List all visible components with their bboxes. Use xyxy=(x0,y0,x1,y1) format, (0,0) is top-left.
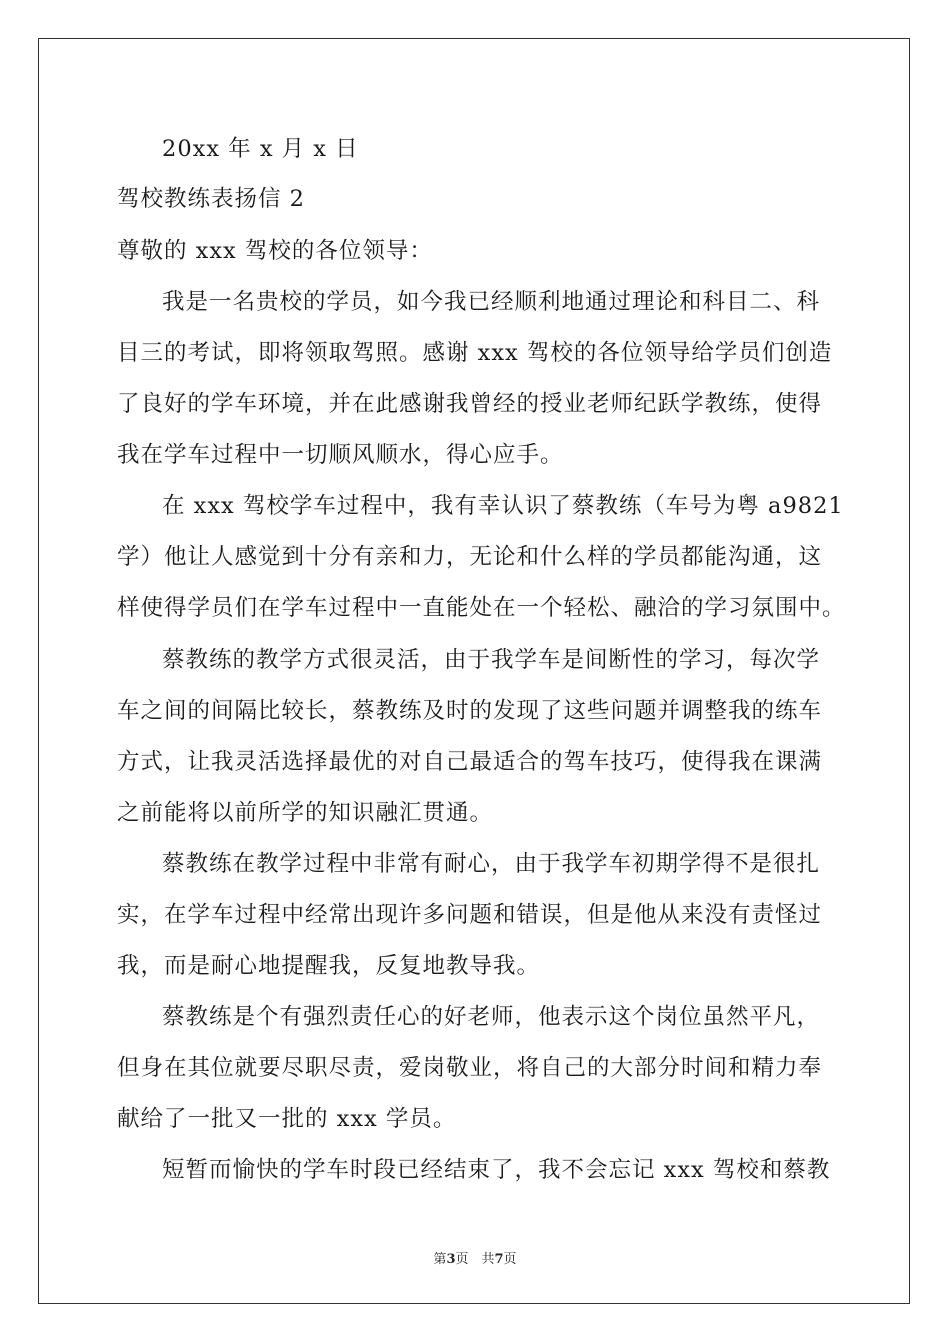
paragraph-line: 我是一名贵校的学员，如今我已经顺利地通过理论和科目二、科 xyxy=(162,289,821,315)
salutation: 尊敬的 xxx 驾校的各位领导： xyxy=(117,238,433,264)
paragraph-line: 车之间的间隔比较长，蔡教练及时的发现了这些问题并调整我的练车 xyxy=(117,698,823,724)
paragraph-line: 我，而是耐心地提醒我，反复地教导我。 xyxy=(117,953,541,979)
paragraph-line: 样使得学员们在学车过程中一直能处在一个轻松、融洽的学习氛围中。 xyxy=(117,595,846,621)
paragraph-line: 目三的考试，即将领取驾照。感谢 xxx 驾校的各位领导给学员们创造 xyxy=(117,340,833,366)
footer-page-number: 3 xyxy=(446,1252,456,1267)
footer-total-pages: 7 xyxy=(494,1252,504,1267)
date-line: 20xx 年 x 月 x 日 xyxy=(162,136,359,162)
footer-suffix: 页 xyxy=(503,1252,517,1267)
paragraph-line: 蔡教练在教学过程中非常有耐心，由于我学车初期学得不是很扎 xyxy=(162,851,821,877)
paragraph-line: 蔡教练的教学方式很灵活，由于我学车是间断性的学习，每次学 xyxy=(162,647,821,673)
paragraph-line: 了良好的学车环境，并在此感谢我曾经的授业老师纪跃学教练，使得 xyxy=(117,391,823,417)
footer-mid: 页 共 xyxy=(455,1252,495,1267)
paragraph-line: 方式，让我灵活选择最优的对自己最适合的驾车技巧，使得我在课满 xyxy=(117,749,823,775)
paragraph-line: 在 xxx 驾校学车过程中，我有幸认识了蔡教练（车号为粤 a9821 xyxy=(162,493,844,519)
paragraph-line: 我在学车过程中一切顺风顺水，得心应手。 xyxy=(117,442,564,468)
page-footer xyxy=(0,1248,950,1267)
paragraph-line: 实，在学车过程中经常出现许多问题和错误，但是他从来没有责怪过 xyxy=(117,902,823,928)
paragraph-line: 短暂而愉快的学车时段已经结束了，我不会忘记 xxx 驾校和蔡教 xyxy=(162,1157,831,1183)
paragraph-line: 蔡教练是个有强烈责任心的好老师，他表示这个岗位虽然平凡， xyxy=(162,1004,821,1030)
footer-prefix: 第 xyxy=(433,1252,447,1267)
paragraph-line: 献给了一批又一批的 xxx 学员。 xyxy=(117,1106,457,1132)
letter-title: 驾校教练表扬信 2 xyxy=(117,186,305,212)
paragraph-line: 但身在其位就要尽职尽责，爱岗敬业，将自己的大部分时间和精力奉 xyxy=(117,1055,823,1081)
paragraph-line: 学）他让人感觉到十分有亲和力，无论和什么样的学员都能沟通，这 xyxy=(117,544,823,570)
paragraph-line: 之前能将以前所学的知识融汇贯通。 xyxy=(117,800,494,826)
